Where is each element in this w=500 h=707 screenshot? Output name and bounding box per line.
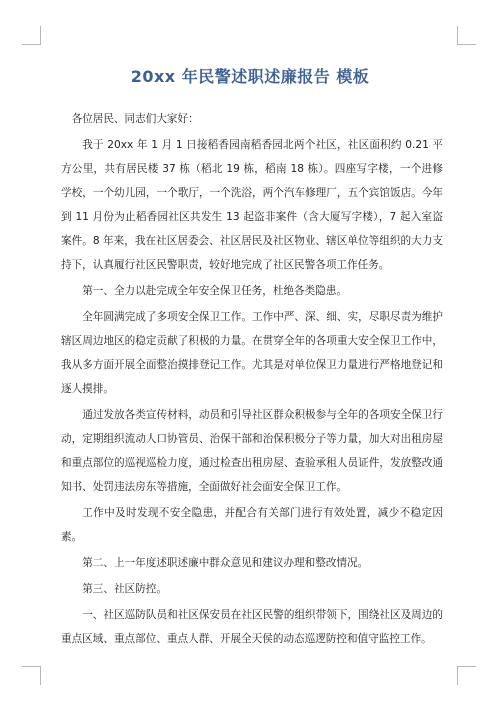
body-paragraph: 我于 20xx 年 1 月 1 日接稻香园南稻香园北两个社区，社区面积约 0.21 平方公里，共有居民楼 37 栋（稻北 19 栋，稻南 18 栋）。四座写字楼，一个进修学校，一个幼儿园，一个歌厅，一个洗浴，两个汽车修理厂，五个宾馆饭店。今年到 11 月份为止稻香园社区共发生 13 起盗非案件（含大厦写字楼），7 起入室盗案件。8 年来，我在社区居委会、社区居民及社区物业、辖区单位等组织的大力支持下，认真履行社区民警职责，较好地完成了社区民警各项工作任务。 bbox=[61, 139, 443, 271]
body-paragraph: 通过发放各类宣传材料，动员和引导社区群众积极参与全年的各项安全保卫行动，定期组织流动人口协管员、治保干部和治保积极分子等力量，加大对出租房屋和重点部位的巡视巡检力度，通过检查出租房屋、查验承租人员证件，发放整改通知书、处罚违法房东等措施，全面做好社会面安全保卫工作。 bbox=[61, 409, 443, 493]
body-paragraph: 全年圆满完成了多项安全保卫工作。工作中严、深、细、实，尽职尽责为维护辖区周边地区的稳定贡献了积极的力量。在贯穿全年的各项重大安全保卫工作中，我从多方面开展全面整治摸排登记工作。尤其是对单位保卫力量进行严格地登记和逐人摸排。 bbox=[61, 311, 443, 395]
document-title: 20xx 年民警述职述廉报告 模板 bbox=[130, 67, 370, 86]
crop-mark-bottom-right bbox=[457, 666, 476, 685]
crop-mark-top-right bbox=[457, 26, 476, 45]
greeting-paragraph: 各位居民、同志们大家好： bbox=[71, 113, 199, 125]
body-paragraph: 工作中及时发现不安全隐患，并配合有关部门进行有效处置，减少不稳定因素。 bbox=[61, 507, 443, 543]
crop-mark-top-left bbox=[22, 26, 41, 45]
section-heading: 第三、社区防控。 bbox=[82, 583, 167, 595]
crop-mark-bottom-left bbox=[22, 666, 41, 685]
document-body bbox=[61, 107, 443, 651]
section-heading: 第二、上一年度述职述廉中群众意见和建议办理和整改情况。 bbox=[82, 557, 369, 569]
section-heading: 第一、全力以赴完成全年安全保卫任务，杜绝各类隐患。 bbox=[82, 285, 348, 297]
body-paragraph: 一、社区巡防队员和社区保安员在社区民警的组织带领下，围绕社区及周边的重点区域、重点部位、重点人群、开展全天侯的动态巡逻防控和值守监控工作。 bbox=[61, 609, 443, 645]
